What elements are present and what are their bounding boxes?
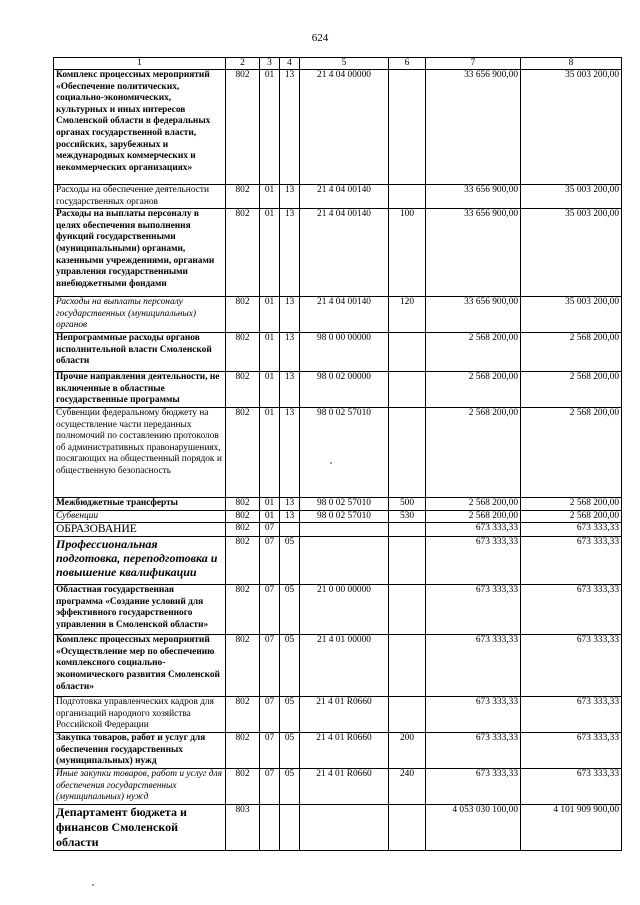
code-cell: 802 <box>226 371 260 407</box>
amount-2024-cell: 2 568 200,00 <box>426 497 521 510</box>
target-article-cell: 98 0 02 57010 <box>300 497 389 510</box>
subsection-cell: 13 <box>280 297 300 333</box>
target-article-cell <box>300 537 389 585</box>
target-article-cell: 21 4 04 00140 <box>300 185 389 209</box>
section-cell: 01 <box>260 497 280 510</box>
section-cell: 01 <box>260 332 280 371</box>
table-row <box>54 585 622 635</box>
amount-2025-cell: 35 003 200,00 <box>521 297 622 333</box>
row-name-cell: Закупка товаров, работ и услуг для обеспечения государственных (муниципальных) нужд <box>54 733 226 769</box>
subsection-cell: 13 <box>280 209 300 297</box>
amount-2024-cell: 2 568 200,00 <box>426 510 521 523</box>
code-cell: 802 <box>226 497 260 510</box>
row-name-cell: Субвенции <box>54 510 226 523</box>
table-row <box>54 407 622 497</box>
section-cell: 07 <box>260 697 280 733</box>
row-name-cell: Расходы на обеспечение деятельности государственных органов <box>54 185 226 209</box>
header-cell: 8 <box>521 58 622 70</box>
amount-2025-cell: 2 568 200,00 <box>521 407 622 497</box>
target-article-cell: 21 4 01 R0660 <box>300 769 389 805</box>
section-cell: 07 <box>260 733 280 769</box>
row-name-cell: Департамент бюджета и финансов Смоленской области <box>54 805 226 851</box>
amount-2024-cell: 673 333,33 <box>426 585 521 635</box>
row-name-cell: Межбюджетные трансферты <box>54 497 226 510</box>
subsection-cell: 13 <box>280 371 300 407</box>
amount-2025-cell: 673 333,33 <box>521 733 622 769</box>
code-cell: 802 <box>226 585 260 635</box>
row-name-cell: Иные закупки товаров, работ и услуг для обеспечения государственных (муниципальных) нужд <box>54 769 226 805</box>
subsection-cell: 13 <box>280 70 300 185</box>
target-article-cell: 21 4 01 R0660 <box>300 733 389 769</box>
amount-2025-cell: 673 333,33 <box>521 523 622 537</box>
amount-2025-cell: 35 003 200,00 <box>521 209 622 297</box>
subsection-cell: 13 <box>280 497 300 510</box>
subsection-cell <box>280 805 300 851</box>
page-number: 624 <box>311 32 329 44</box>
table-row <box>54 70 622 185</box>
table-row <box>54 805 622 851</box>
expense-type-cell <box>389 185 426 209</box>
table-row <box>54 209 622 297</box>
table-row <box>54 297 622 333</box>
row-name-cell: Комплекс процессных мероприятий «Осуществление мер по обеспечению комплексного социально-экономического развития Смоленской области» <box>54 635 226 697</box>
target-article-cell <box>300 805 389 851</box>
amount-2024-cell: 673 333,33 <box>426 769 521 805</box>
code-cell: 802 <box>226 537 260 585</box>
section-cell: 07 <box>260 523 280 537</box>
scan-speck <box>92 884 94 886</box>
table-row <box>54 332 622 371</box>
subsection-cell: 13 <box>280 185 300 209</box>
header-cell: 4 <box>280 58 300 70</box>
target-article-cell: 21 0 00 00000 <box>300 585 389 635</box>
row-name-cell: ОБРАЗОВАНИЕ <box>54 523 226 537</box>
amount-2025-cell: 673 333,33 <box>521 697 622 733</box>
table-row <box>54 537 622 585</box>
row-name-cell: Непрограммные расходы органов исполнительной власти Смоленской области <box>54 332 226 371</box>
target-article-cell: 98 0 02 57010 <box>300 407 389 497</box>
section-cell: 01 <box>260 407 280 497</box>
code-cell: 802 <box>226 510 260 523</box>
row-name-cell: Субвенции федеральному бюджету на осуществление части переданных полномочий по составлению протоколов об административных правонарушениях, посягающих на общественный порядок и общественную безопасность <box>54 407 226 497</box>
row-name-cell: Расходы на выплаты персоналу в целях обеспечения выполнения функций государственными (муниципальными) органами, казенными учреждениями, органами управления государственными внебюджетными фондами <box>54 209 226 297</box>
subsection-cell: 13 <box>280 510 300 523</box>
expense-type-cell <box>389 697 426 733</box>
table-row <box>54 371 622 407</box>
code-cell: 802 <box>226 697 260 733</box>
amount-2025-cell: 2 568 200,00 <box>521 497 622 510</box>
target-article-cell: 21 4 04 00140 <box>300 297 389 333</box>
header-cell: 3 <box>260 58 280 70</box>
amount-2025-cell: 4 101 909 900,00 <box>521 805 622 851</box>
amount-2024-cell: 33 656 900,00 <box>426 70 521 185</box>
amount-2024-cell: 673 333,33 <box>426 523 521 537</box>
expense-type-cell: 530 <box>389 510 426 523</box>
table-row <box>54 769 622 805</box>
header-cell: 5 <box>300 58 389 70</box>
section-cell: 07 <box>260 635 280 697</box>
amount-2024-cell: 673 333,33 <box>426 697 521 733</box>
row-name-cell: Подготовка управленческих кадров для организаций народного хозяйства Российской Федерации <box>54 697 226 733</box>
expense-type-cell <box>389 635 426 697</box>
code-cell: 803 <box>226 805 260 851</box>
subsection-cell: 05 <box>280 733 300 769</box>
subsection-cell: 13 <box>280 407 300 497</box>
expense-type-cell: 100 <box>389 209 426 297</box>
budget-table <box>53 57 622 851</box>
subsection-cell: 05 <box>280 697 300 733</box>
header-cell: 1 <box>54 58 226 70</box>
section-cell: 01 <box>260 510 280 523</box>
header-row <box>54 58 622 70</box>
row-name-cell: Расходы на выплаты персоналу государственных (муниципальных) органов <box>54 297 226 333</box>
code-cell: 802 <box>226 332 260 371</box>
target-article-cell <box>300 523 389 537</box>
subsection-cell: 05 <box>280 537 300 585</box>
table-row <box>54 510 622 523</box>
header-cell: 7 <box>426 58 521 70</box>
amount-2025-cell: 35 003 200,00 <box>521 70 622 185</box>
amount-2025-cell: 35 003 200,00 <box>521 185 622 209</box>
section-cell: 01 <box>260 371 280 407</box>
code-cell: 802 <box>226 407 260 497</box>
expense-type-cell: 240 <box>389 769 426 805</box>
scan-speck <box>330 462 332 464</box>
amount-2025-cell: 2 568 200,00 <box>521 510 622 523</box>
subsection-cell: 13 <box>280 332 300 371</box>
section-cell <box>260 805 280 851</box>
amount-2025-cell: 673 333,33 <box>521 635 622 697</box>
target-article-cell: 21 4 01 R0660 <box>300 697 389 733</box>
row-name-cell: Прочие направления деятельности, не включенные в областные государственные программы <box>54 371 226 407</box>
amount-2024-cell: 4 053 030 100,00 <box>426 805 521 851</box>
expense-type-cell <box>389 332 426 371</box>
subsection-cell <box>280 523 300 537</box>
section-cell: 07 <box>260 585 280 635</box>
amount-2024-cell: 673 333,33 <box>426 733 521 769</box>
expense-type-cell <box>389 585 426 635</box>
code-cell: 802 <box>226 297 260 333</box>
expense-type-cell <box>389 70 426 185</box>
code-cell: 802 <box>226 185 260 209</box>
code-cell: 802 <box>226 209 260 297</box>
amount-2024-cell: 2 568 200,00 <box>426 332 521 371</box>
expense-type-cell: 500 <box>389 497 426 510</box>
section-cell: 01 <box>260 209 280 297</box>
amount-2024-cell: 2 568 200,00 <box>426 371 521 407</box>
code-cell: 802 <box>226 70 260 185</box>
row-name-cell: Профессиональная подготовка, переподготовка и повышение квалификации <box>54 537 226 585</box>
header-cell: 6 <box>389 58 426 70</box>
table-body <box>54 70 622 851</box>
target-article-cell: 98 0 02 57010 <box>300 510 389 523</box>
subsection-cell: 05 <box>280 769 300 805</box>
table-row <box>54 697 622 733</box>
expense-type-cell <box>389 537 426 585</box>
code-cell: 802 <box>226 769 260 805</box>
amount-2024-cell: 673 333,33 <box>426 537 521 585</box>
subsection-cell: 05 <box>280 635 300 697</box>
subsection-cell: 05 <box>280 585 300 635</box>
target-article-cell: 21 4 01 00000 <box>300 635 389 697</box>
code-cell: 802 <box>226 635 260 697</box>
target-article-cell: 98 0 02 00000 <box>300 371 389 407</box>
table-row <box>54 733 622 769</box>
section-cell: 07 <box>260 769 280 805</box>
amount-2025-cell: 673 333,33 <box>521 585 622 635</box>
section-cell: 01 <box>260 297 280 333</box>
header-cell: 2 <box>226 58 260 70</box>
expense-type-cell <box>389 407 426 497</box>
section-cell: 01 <box>260 70 280 185</box>
table-row <box>54 185 622 209</box>
target-article-cell: 21 4 04 00000 <box>300 70 389 185</box>
expense-type-cell <box>389 523 426 537</box>
section-cell: 01 <box>260 185 280 209</box>
table-row <box>54 497 622 510</box>
expense-type-cell <box>389 805 426 851</box>
table-row <box>54 635 622 697</box>
amount-2024-cell: 33 656 900,00 <box>426 209 521 297</box>
table-row <box>54 523 622 537</box>
expense-type-cell <box>389 371 426 407</box>
amount-2024-cell: 33 656 900,00 <box>426 297 521 333</box>
amount-2025-cell: 2 568 200,00 <box>521 332 622 371</box>
target-article-cell: 98 0 00 00000 <box>300 332 389 371</box>
amount-2024-cell: 2 568 200,00 <box>426 407 521 497</box>
amount-2024-cell: 33 656 900,00 <box>426 185 521 209</box>
code-cell: 802 <box>226 733 260 769</box>
target-article-cell: 21 4 04 00140 <box>300 209 389 297</box>
amount-2025-cell: 673 333,33 <box>521 769 622 805</box>
amount-2025-cell: 673 333,33 <box>521 537 622 585</box>
code-cell: 802 <box>226 523 260 537</box>
expense-type-cell: 120 <box>389 297 426 333</box>
section-cell: 07 <box>260 537 280 585</box>
expense-type-cell: 200 <box>389 733 426 769</box>
amount-2024-cell: 673 333,33 <box>426 635 521 697</box>
row-name-cell: Областная государственная программа «Создание условий для эффективного государственного управления в Смоленской области» <box>54 585 226 635</box>
row-name-cell: Комплекс процессных мероприятий «Обеспечение политических, социально-экономических, культурных и иных интересов Смоленской области в федеральных органах государственной власти, российских, зарубежных и международных коммерческих и некоммерческих организациях» <box>54 70 226 185</box>
amount-2025-cell: 2 568 200,00 <box>521 371 622 407</box>
